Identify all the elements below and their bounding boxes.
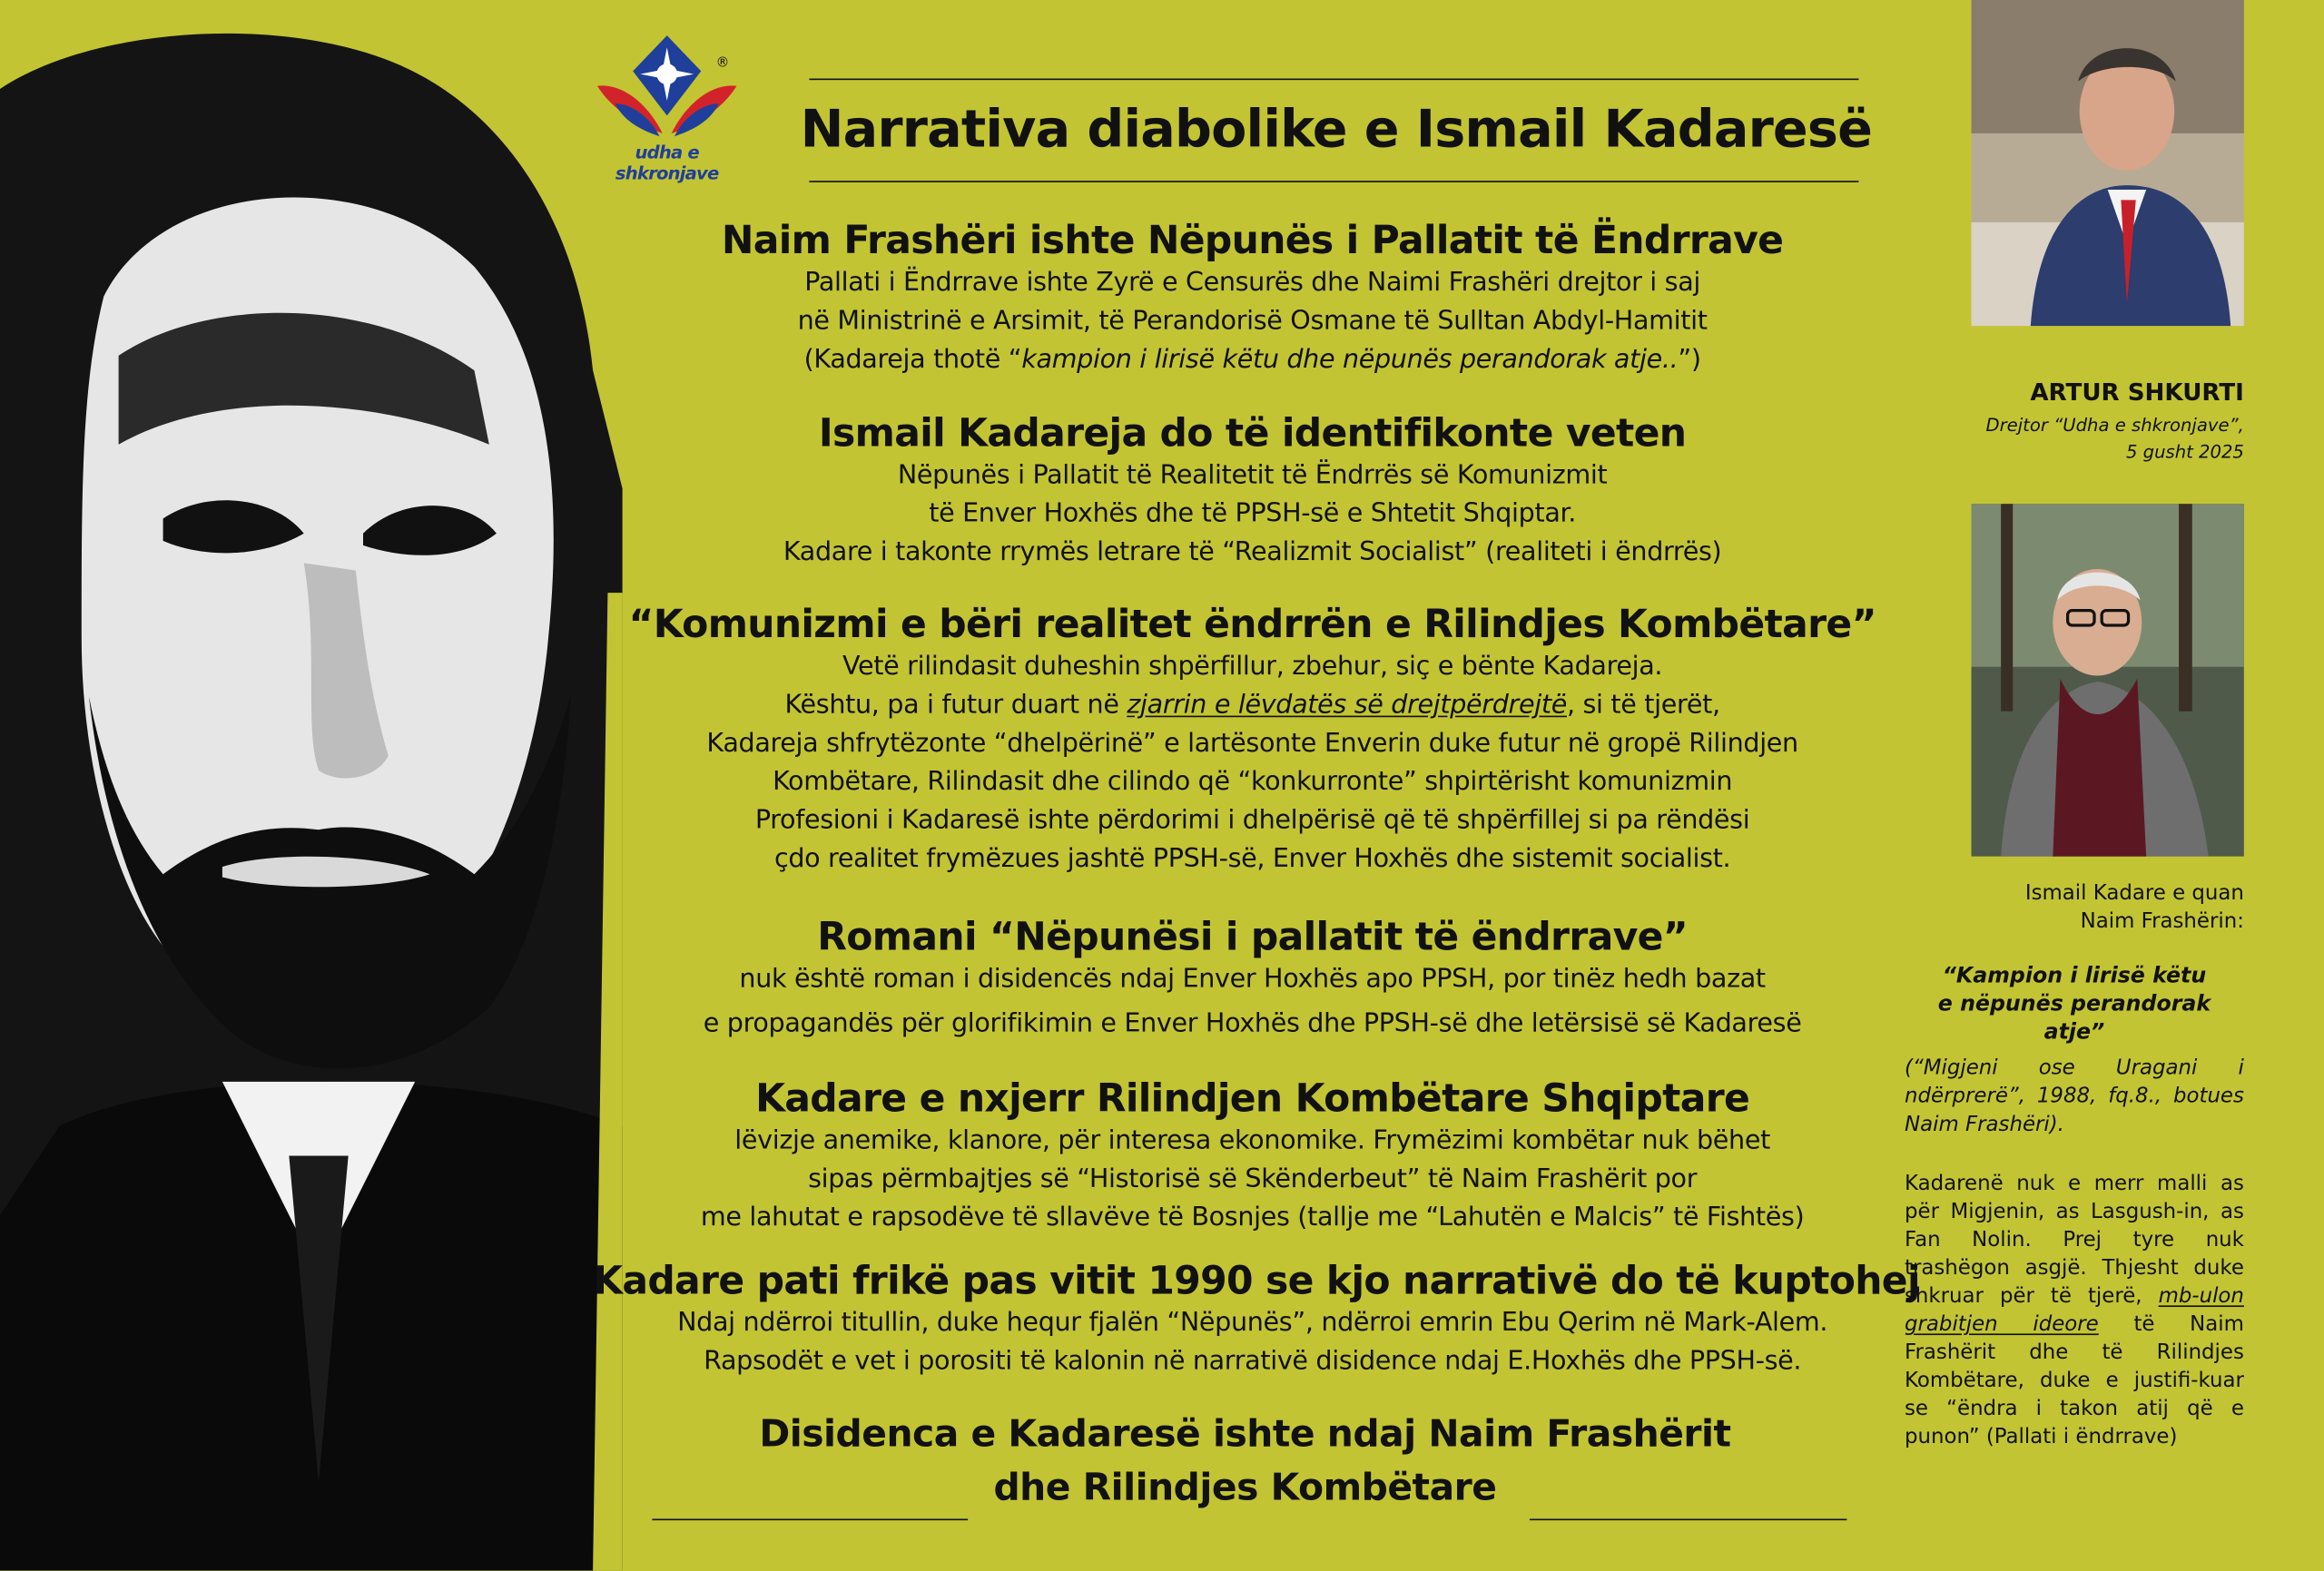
sidebar-source: (“Migjeni ose Uragani i ndërprerë”, 1988, fq.8., botues Naim Frashëri).: [1905, 1056, 2244, 1137]
conclusion: [652, 1408, 1837, 1515]
section-line: Vetë rilindasit duheshin shpërfillur, zbehur, siç e bënte Kadareja.: [842, 652, 1663, 682]
section-line: në Ministrinë e Arsimit, të Perandorisë Osmane të Sulltan Abdyl-Hamitit: [797, 306, 1708, 337]
section-line: Nëpunës i Pallatit të Realitetit të Ëndrrës së Komunizmit: [897, 460, 1608, 491]
photo-caption: Ismail Kadare e quan Naim Frashërin:: [2024, 881, 2244, 934]
section-line: Kadareja shfrytëzonte “dhelpërinë” e lartësonte Enverin duke futur në gropë Rilindjen: [706, 729, 1798, 759]
section-line: Rapsodët e vet i porositi të kalonin në narrativë disidence ndaj E.Hoxhës dhe PPSH-së.: [704, 1347, 1802, 1377]
sidebar-paragraph: Kadarenë nuk e merr malli as për Migjenin, as Lasgush-in, as Fan Nolin. Prej tyre nuk trashëgon asgjë. Thjesht duke shkruar për të tjerë, mb-ulon grabitjen ideore të Naim Frashërit dhe të Rilindjes Kombëtare, duke e justifi-kuar se “ëndra i takon atij që e punon” (Pallati i ëndrrave): [1905, 1172, 2244, 1449]
section-line: Pallati i Ëndrrave ishte Zyrë e Censurës dhe Naimi Frashëri drejtor i saj: [804, 268, 1701, 299]
section-frika: [593, 1259, 1920, 1381]
section-heading: Naim Frashëri ishte Nëpunës i Pallatit të Ëndrrave: [721, 219, 1784, 264]
section-line: të Enver Hoxhës dhe të PPSH-së e Shtetit Shqiptar.: [929, 499, 1577, 529]
section-line: nuk është roman i disidencës ndaj Enver Hoxhës apo PPSH, por tinëz hedh bazat: [739, 964, 1766, 995]
section-komunizmi: [593, 604, 1912, 879]
section-heading: Ismail Kadareja do të identifikonte veten: [818, 411, 1687, 457]
conclusion-line: dhe Rilindjes Kombëtare: [993, 1465, 1497, 1509]
section-heading: Kadare pati frikë pas vitit 1990 se kjo narrativë do të kuptohej: [593, 1259, 1920, 1304]
section-line-underlined: Kështu, pa i futur duart në zjarrin e lëvdatës së drejtpërdrejtë, si të tjerët,: [784, 690, 1720, 721]
section-line: sipas përmbajtjes së “Historisë së Skënderbeut” të Naim Frashërit por: [808, 1164, 1698, 1194]
section-quote-line: (Kadareja thotë “kampion i lirisë këtu dhe nëpunës perandorak atje..”): [803, 345, 1701, 376]
section-line: Profesioni i Kadaresë ishte përdorimi i dhelpërisë që të shpërfillej si pa rëndësi: [754, 806, 1750, 836]
section-kadare-identity: [593, 412, 1912, 572]
author-role: Drejtor “Udha e shkronjave”, 5 gusht 2025: [1985, 415, 2244, 463]
logo: [586, 26, 749, 184]
main-title: Narrativa diabolike e Ismail Kadaresë: [800, 101, 1873, 161]
section-line: Kombëtare, Rilindasit dhe cilindo që “konkurronte” shpirtërisht komunizmin: [773, 767, 1733, 798]
portrait-naim-frasheri: [0, 0, 623, 1571]
author-name: ARTUR SHKURTI: [2030, 378, 2244, 407]
conclusion-rule-left: [652, 1519, 968, 1521]
section-naim: [593, 220, 1912, 379]
section-line: lëvizje anemike, klanore, për interesa ekonomike. Frymëzimi kombëtar nuk bëhet: [734, 1125, 1770, 1156]
logo-name: udha e shkronjave: [615, 142, 719, 184]
title-rule-bottom: [809, 181, 1858, 182]
section-heading: Romani “Nëpunësi i pallatit të ëndrrave”: [817, 916, 1689, 960]
section-line: me lahutat e rapsodëve të sllavëve të Bosnjes (tallje me “Lahutën e Malcis” të Fishtës): [700, 1203, 1805, 1233]
section-romani: [593, 916, 1912, 1049]
section-line: Kadare i takonte rrymës letrare të “Realizmit Socialist” (realiteti i ëndrrës): [783, 537, 1722, 568]
conclusion-rule-right: [1530, 1519, 1846, 1521]
section-heading: “Komunizmi e bëri realitet ëndrrën e Rilindjes Kombëtare”: [628, 603, 1876, 648]
kadare-photo: [1971, 504, 2243, 857]
title-rule-top: [809, 79, 1858, 81]
section-rilindja: [593, 1077, 1912, 1237]
section-heading: Kadare e nxjerr Rilindjen Kombëtare Shqiptare: [755, 1076, 1750, 1122]
author-photo: [1971, 0, 2243, 326]
registered-mark: ®: [715, 56, 730, 72]
logo-emblem-icon: [586, 26, 749, 142]
conclusion-line: Disidenca e Kadaresë ishte ndaj Naim Frashërit: [759, 1411, 1731, 1456]
section-line: e propagandës për glorifikimin e Enver Hoxhës dhe PPSH-së dhe letërsisë së Kadaresë: [703, 1008, 1802, 1039]
sidebar-quote: “Kampion i lirisë këtu e nëpunës perandorak atje”: [1937, 964, 2211, 1046]
section-line: çdo realitet frymëzues jashtë PPSH-së, Enver Hoxhës dhe sistemit socialist.: [773, 844, 1731, 875]
section-line: Ndaj ndërroi titullin, duke hequr fjalën “Nëpunës”, ndërroi emrin Ebu Qerim në Mark-Alem.: [677, 1308, 1828, 1339]
